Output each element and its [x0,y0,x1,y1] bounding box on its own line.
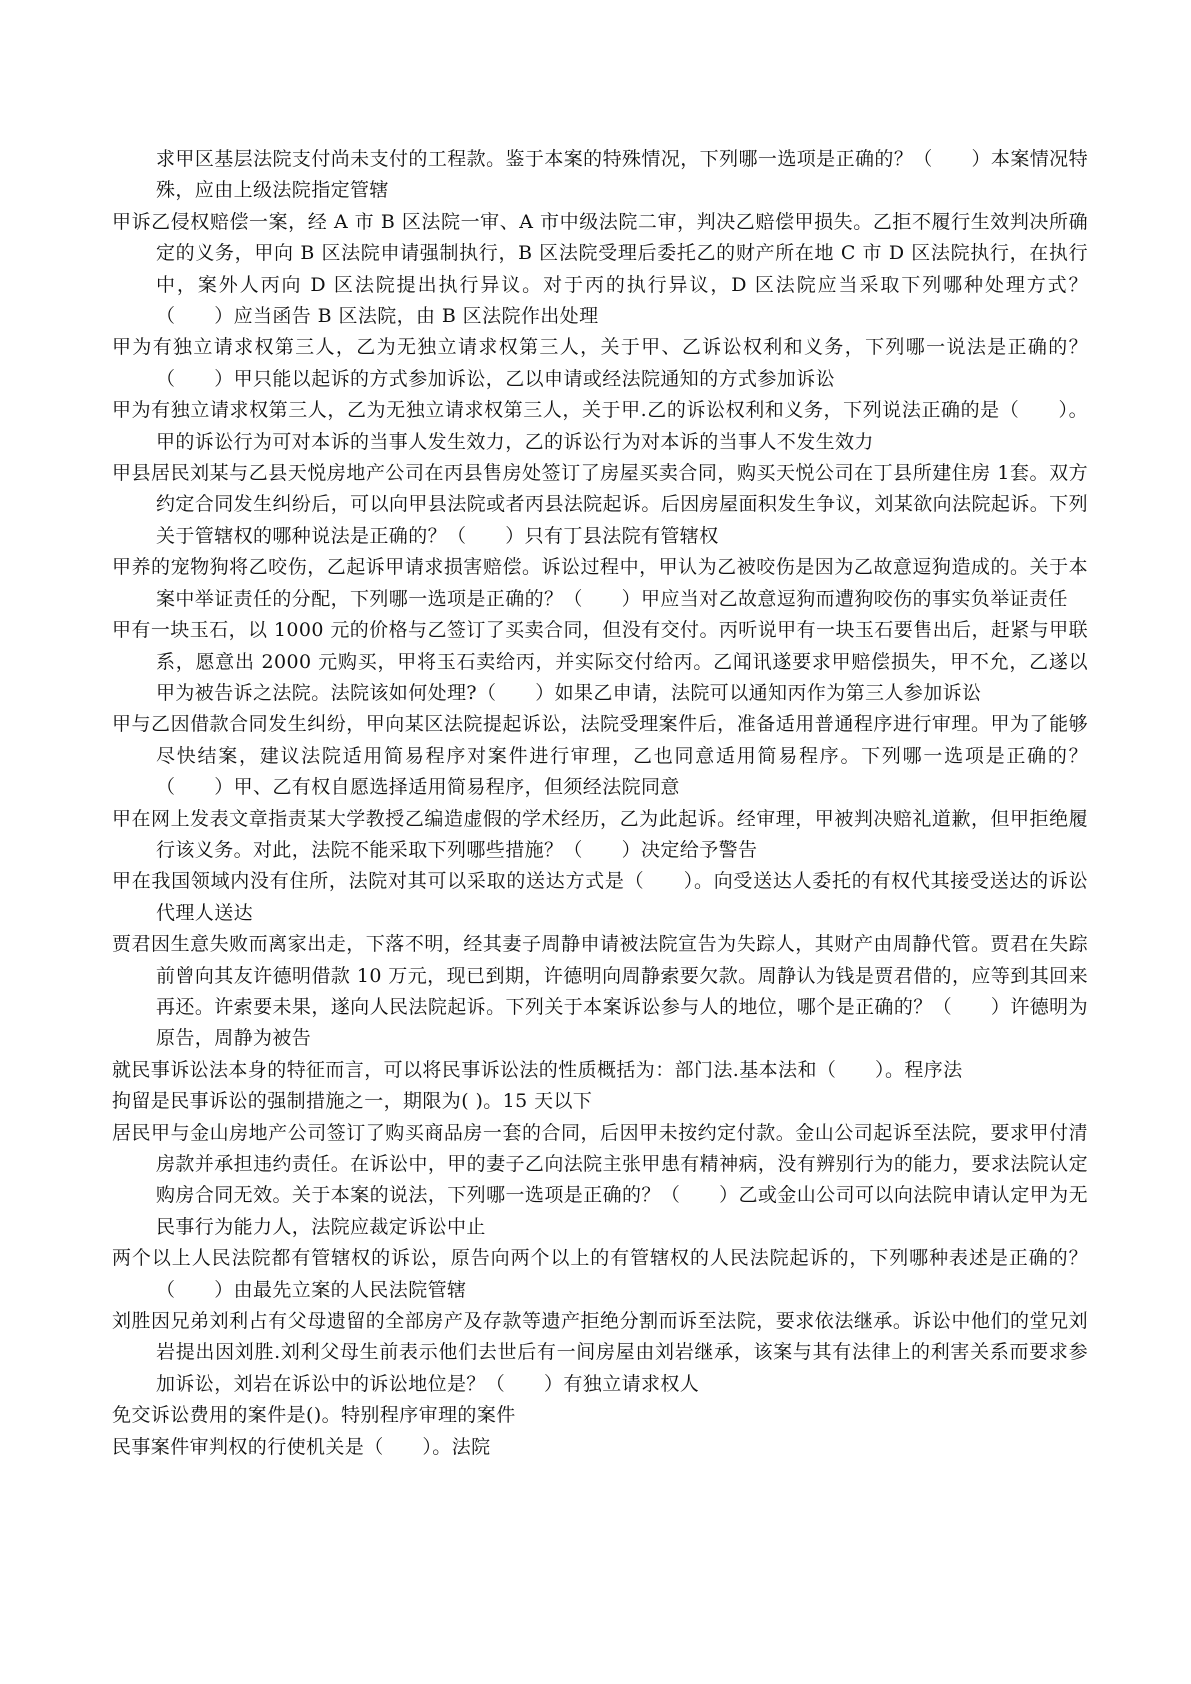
question-item: 民事案件审判权的行使机关是（ ）。法院 [112,1435,491,1458]
question-item: 甲与乙因借款合同发生纠纷，甲向某区法院提起诉讼，法院受理案件后，准备适用普通程序进行审理。甲为了能够尽快结案，建议法院适用简易程序对案件进行审理，乙也同意适用简易程序。下列哪一选项是正确的？（ ）甲、乙有权自愿选择适用简易程序，但须经法院同意 [112,713,1088,799]
question-continuation: 求甲区基层法院支付尚未支付的工程款。鉴于本案的特殊情况，下列哪一选项是正确的？（ ）本案情况特殊，应由上级法院指定管辖 [156,148,1088,202]
question-item: 就民事诉讼法本身的特征而言，可以将民事诉讼法的性质概括为：部门法.基本法和（ ）。程序法 [112,1058,963,1081]
question-item: 甲养的宠物狗将乙咬伤，乙起诉甲请求损害赔偿。诉讼过程中，甲认为乙被咬伤是因为乙故意逗狗造成的。关于本案中举证责任的分配，下列哪一选项是正确的？（ ）甲应当对乙故意逗狗而遭狗咬伤的事实负举证责任 [112,556,1088,610]
question-item: 甲县居民刘某与乙县天悦房地产公司在丙县售房处签订了房屋买卖合同，购买天悦公司在丁县所建住房 1套。双方约定合同发生纠纷后，可以向甲县法院或者丙县法院起诉。后因房屋面积发生争议，刘某欲向法院起诉。下列关于管辖权的哪种说法是正确的？（ ）只有丁县法院有管辖权 [112,462,1088,547]
question-item: 免交诉讼费用的案件是()。特别程序审理的案件 [112,1404,516,1427]
question-item: 拘留是民事诉讼的强制措施之一，期限为( )。15 天以下 [112,1090,593,1113]
question-item: 甲为有独立请求权第三人，乙为无独立请求权第三人，关于甲.乙的诉讼权利和义务，下列说法正确的是（ ）。甲的诉讼行为可对本诉的当事人发生效力，乙的诉讼行为对本诉的当事人不发生效力 [112,399,1088,453]
question-item: 贾君因生意失败而离家出走，下落不明，经其妻子周静申请被法院宣告为失踪人，其财产由周静代管。贾君在失踪前曾向其友许德明借款 10 万元，现已到期，许德明向周静索要欠款。周静认为钱是贾君借的，应等到其回来再还。许索要未果，遂向人民法院起诉。下列关于本案诉讼参与人的地位，哪个是正确的？（ ）许德明为原告，周静为被告 [112,933,1088,1050]
question-item: 居民甲与金山房地产公司签订了购买商品房一套的合同，后因甲未按约定付款。金山公司起诉至法院，要求甲付清房款并承担违约责任。在诉讼中，甲的妻子乙向法院主张甲患有精神病，没有辨别行为的能力，要求法院认定购房合同无效。关于本案的说法，下列哪一选项是正确的？（ ）乙或金山公司可以向法院申请认定甲为无民事行为能力人，法院应裁定诉讼中止 [112,1121,1088,1238]
document-page [112,144,1088,1463]
question-item: 甲在我国领域内没有住所，法院对其可以采取的送达方式是（ ）。向受送达人委托的有权代其接受送达的诉讼代理人送达 [112,870,1088,924]
question-item: 甲诉乙侵权赔偿一案，经 A 市 B 区法院一审、A 市中级法院二审，判决乙赔偿甲损失。乙拒不履行生效判决所确定的义务，甲向 B 区法院申请强制执行，B 区法院受理后委托乙的财产所在地 C 市 D 区法院执行，在执行中，案外人丙向 D 区法院提出执行异议。对于丙的执行异议，D 区法院应当采取下列哪种处理方式？（ ）应当函告 B 区法院，由 B 区法院作出处理 [112,210,1088,328]
question-item: 甲在网上发表文章指责某大学教授乙编造虚假的学术经历，乙为此起诉。经审理，甲被判决赔礼道歉，但甲拒绝履行该义务。对此，法院不能采取下列哪些措施？（ ）决定给予警告 [112,807,1088,861]
question-item: 甲为有独立请求权第三人，乙为无独立请求权第三人，关于甲、乙诉讼权利和义务，下列哪一说法是正确的？（ ）甲只能以起诉的方式参加诉讼，乙以申请或经法院通知的方式参加诉讼 [112,336,1088,390]
question-item: 甲有一块玉石，以 1000 元的价格与乙签订了买卖合同，但没有交付。丙听说甲有一块玉石要售出后，赶紧与甲联系，愿意出 2000 元购买，甲将玉石卖给丙，并实际交付给丙。乙闻讯遂要求甲赔偿损失，甲不允，乙遂以甲为被告诉之法院。法院该如何处理?（ ）如果乙申请，法院可以通知丙作为第三人参加诉讼 [112,619,1088,704]
question-item: 两个以上人民法院都有管辖权的诉讼，原告向两个以上的有管辖权的人民法院起诉的，下列哪种表述是正确的？（ ）由最先立案的人民法院管辖 [112,1247,1088,1301]
question-item: 刘胜因兄弟刘利占有父母遗留的全部房产及存款等遗产拒绝分割而诉至法院，要求依法继承。诉讼中他们的堂兄刘岩提出因刘胜.刘利父母生前表示他们去世后有一间房屋由刘岩继承，该案与其有法律上的利害关系而要求参加诉讼，刘岩在诉讼中的诉讼地位是？（ ）有独立请求权人 [112,1310,1088,1395]
